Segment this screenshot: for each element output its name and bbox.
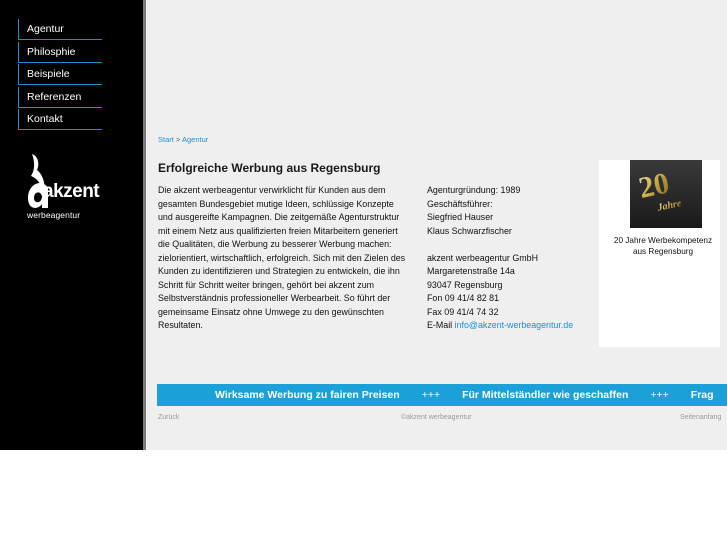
ticker-track <box>215 384 714 406</box>
page-top-link[interactable]: Seitenanfang <box>680 414 722 421</box>
logo-wordmark: akzent <box>43 181 100 202</box>
ticker-separator: +++ <box>650 389 669 401</box>
anniversary-box <box>599 160 720 347</box>
anniversary-badge-icon <box>630 160 702 228</box>
ticker-item: Wirksame Werbung zu fairen Preisen <box>215 389 400 401</box>
news-ticker <box>157 384 727 406</box>
ticker-item: Für Mittelständler wie geschaffen <box>462 389 629 401</box>
intro-paragraph: Die akzent werbeagentur verwirklicht für Kunden aus dem gesamten Bundesgebiet mutige Ideen, schlüssige Konzepte und ausgereifte Kampagnen. Die zeitgemäße Agenturstruktur mit einem Netz aus qualifizierten freien Mitarbeitern generiert die Qualitäten, die Werbung zu besserer Werbung machen: zielorientiert, wirtschaftlich, erfolgreich. Sich mit den Zielen des Kunden zu identifizieren und Strategien zu entwickeln, die ihn Schritt für Schritt weiter bringen, gehört bei akzent zum Selbstverständnis professioneller Werbearbeit. So führt der gemeinsame Einsatz ohne Umwege zu den gewünschten Resultaten. <box>158 185 406 330</box>
email-row <box>427 319 597 333</box>
phone-number: Fon 09 41/4 82 81 <box>427 293 500 303</box>
ticker-separator: +++ <box>421 389 441 401</box>
main-nav <box>18 19 102 132</box>
spacer <box>427 238 597 252</box>
address-street: Margaretenstraße 14a <box>427 266 515 276</box>
breadcrumb-separator: > <box>175 135 181 144</box>
svg-text:20: 20 <box>635 166 673 205</box>
logo-subtitle: werbeagentur <box>27 210 81 220</box>
breadcrumb-current-link[interactable]: Agentur <box>182 135 209 144</box>
nav-item-beispiele[interactable]: Beispiele <box>18 64 102 85</box>
company-name: akzent werbeagentur GmbH <box>427 252 538 263</box>
anniversary-caption-line: aus Regensburg <box>632 246 694 256</box>
sidebar <box>0 0 143 450</box>
nav-item-kontakt[interactable]: Kontakt <box>18 109 102 130</box>
nav-item-agentur[interactable]: Agentur <box>18 19 102 40</box>
managers-label: Geschäftsführer: <box>427 198 493 209</box>
company-facts <box>427 184 597 333</box>
svg-text:Jahre: Jahre <box>656 198 683 214</box>
anniversary-caption-line: 20 Jahre Werbekompetenz <box>613 236 713 245</box>
page-title: Erfolgreiche Werbung aus Regensburg <box>158 161 381 175</box>
manager-name: Siegfried Hauser <box>427 212 494 222</box>
founded-text: Agenturgründung: 1989 <box>427 185 521 195</box>
anniversary-caption <box>599 236 727 257</box>
breadcrumb-home-link[interactable]: Start <box>158 135 174 144</box>
fax-number: Fax 09 41/4 74 32 <box>427 306 499 317</box>
email-label: E-Mail <box>427 320 453 330</box>
breadcrumb <box>158 135 208 144</box>
nav-item-referenzen[interactable]: Referenzen <box>18 87 102 108</box>
ticker-item: Frag <box>690 389 714 401</box>
nav-item-philosophie[interactable]: Philosphie <box>18 42 102 63</box>
manager-name: Klaus Schwarzfischer <box>427 225 512 236</box>
back-link[interactable]: Zurück <box>158 414 180 421</box>
email-link[interactable]: info@akzent-werbeagentur.de <box>454 320 574 330</box>
address-city: 93047 Regensburg <box>427 279 503 290</box>
copyright-text: ©akzent werbeagentur <box>401 414 472 421</box>
